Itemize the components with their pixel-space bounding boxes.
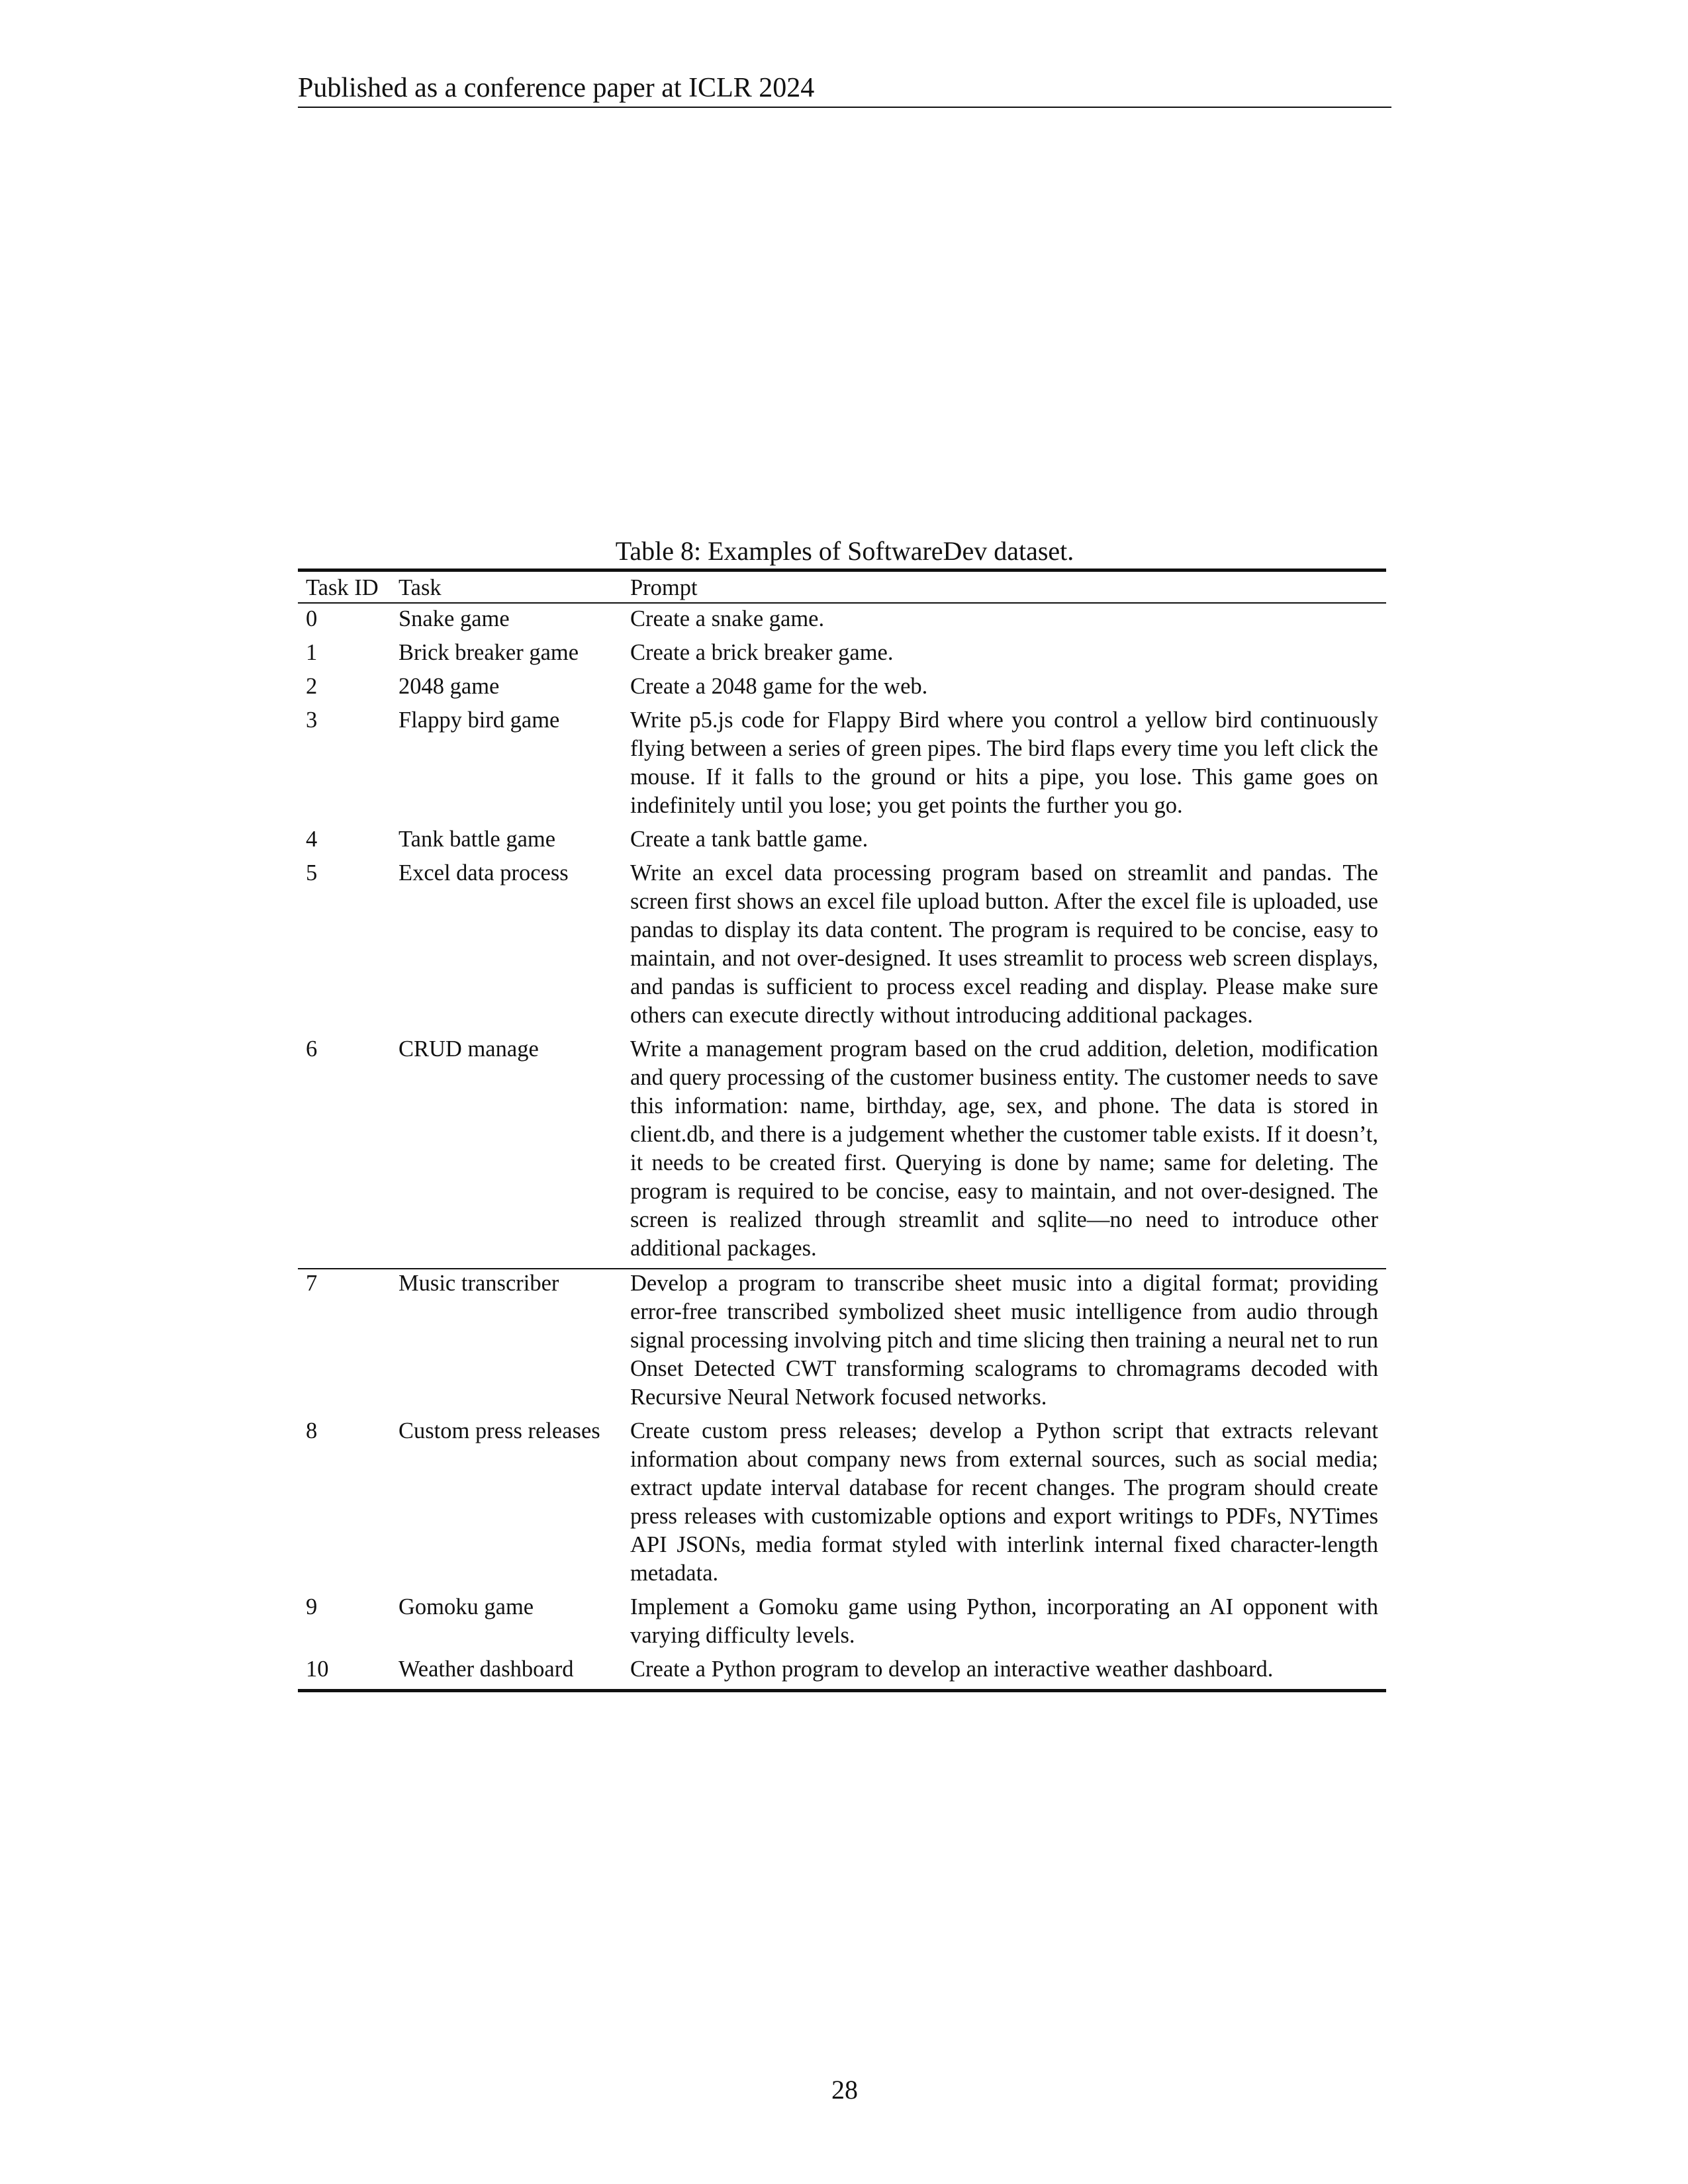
prompt-cell: Write p5.js code for Flappy Bird where you control a yellow bird continuously flying between a series of green pipes. The bird flaps every time you left click the mouse. If it falls to the ground or hits a pipe, you lose. This game goes on indefinitely until you lose; you get points the further you go.: [630, 707, 1378, 818]
prompt-cell: Develop a program to transcribe sheet music into a digital format; providing error-free transcribed symbolized sheet music intelligence from audio through signal processing involving pitch and time slicing then training a neural net to run Onset Detected CWT transforming scalograms to chromagrams decoded with Recursive Neural Network focused networks.: [630, 1271, 1378, 1410]
column-header-task: Task: [399, 575, 442, 600]
prompt-cell: Write a management program based on the crud addition, deletion, modification and query processing of the customer business entity. The customer needs to save this information: name, birthday, age, sex, and phone. The data is stored in client.db, and there is a judgement whether the customer table exists. If it doesn’t, it needs to be created first. Querying is done by name; same for deleting. The program is required to be concise, easy to maintain, and not over-designed. The screen is realized through streamlit and sqlite—no need to introduce other additional packages.: [630, 1036, 1378, 1261]
column-header-prompt: Prompt: [630, 575, 698, 600]
task-id-cell: 0: [306, 606, 318, 631]
task-name-cell: Gomoku game: [399, 1594, 534, 1619]
page-number: 28: [831, 2075, 858, 2105]
examples-table: [298, 569, 1386, 1692]
task-id-cell: 2: [306, 674, 318, 699]
task-id-cell: 6: [306, 1036, 318, 1062]
task-id-cell: 9: [306, 1594, 318, 1619]
prompt-cell: Create a brick breaker game.: [630, 640, 894, 665]
table-row: [298, 859, 1386, 1035]
table-row: [298, 1417, 1386, 1593]
table-row: [298, 1035, 1386, 1269]
prompt-cell: Create a tank battle game.: [630, 827, 868, 852]
prompt-cell: Create custom press releases; develop a Python script that extracts relevant information about company news from external sources, such as social media; extract update interval database for recent changes. The program should create press releases with customizable options and export writings to PDFs, NYTimes API JSONs, media format styled with interlink internal fixed character-length metadata.: [630, 1418, 1378, 1586]
task-id-cell: 5: [306, 860, 318, 886]
task-name-cell: Tank battle game: [399, 827, 556, 852]
table-row: [298, 639, 1386, 672]
prompt-cell: Create a snake game.: [630, 606, 825, 631]
table-row: [298, 1655, 1386, 1691]
task-id-cell: 3: [306, 707, 318, 733]
prompt-cell: Write an excel data processing program based on streamlit and pandas. The screen first shows an excel file upload button. After the excel file is uploaded, use pandas to display its data content. The program is required to be concise, easy to maintain, and not over-designed. It uses streamlit to process web screen displays, and pandas is sufficient to process excel reading and display. Please make sure others can execute directly without introducing additional packages.: [630, 860, 1378, 1028]
table-row: [298, 706, 1386, 825]
prompt-cell: Create a 2048 game for the web.: [630, 674, 928, 699]
task-name-cell: Flappy bird game: [399, 707, 560, 733]
table-row: [298, 1593, 1386, 1655]
task-name-cell: Custom press releases: [399, 1418, 600, 1443]
table-row: [298, 1269, 1386, 1417]
column-header-task-id: Task ID: [306, 575, 379, 600]
table-row: [298, 672, 1386, 706]
prompt-cell: Create a Python program to develop an interactive weather dashboard.: [630, 1657, 1274, 1682]
task-name-cell: 2048 game: [399, 674, 500, 699]
header-rule: [298, 107, 1391, 108]
table-row: [298, 825, 1386, 859]
task-id-cell: 8: [306, 1418, 318, 1443]
task-name-cell: Weather dashboard: [399, 1657, 574, 1682]
task-name-cell: Snake game: [399, 606, 510, 631]
table-caption: Table 8: Examples of SoftwareDev dataset.: [615, 536, 1074, 566]
task-id-cell: 4: [306, 827, 318, 852]
table-header-row: [298, 570, 1386, 604]
softwaredev-table: [298, 569, 1386, 1692]
task-name-cell: Music transcriber: [399, 1271, 559, 1296]
task-name-cell: Brick breaker game: [399, 640, 579, 665]
task-name-cell: CRUD manage: [399, 1036, 539, 1062]
task-id-cell: 1: [306, 640, 318, 665]
running-header: Published as a conference paper at ICLR 2024: [298, 73, 815, 103]
prompt-cell: Implement a Gomoku game using Python, incorporating an AI opponent with varying difficulty levels.: [630, 1594, 1378, 1648]
table-row: [298, 603, 1386, 639]
task-name-cell: Excel data process: [399, 860, 569, 886]
task-id-cell: 10: [306, 1657, 329, 1682]
task-id-cell: 7: [306, 1271, 318, 1296]
